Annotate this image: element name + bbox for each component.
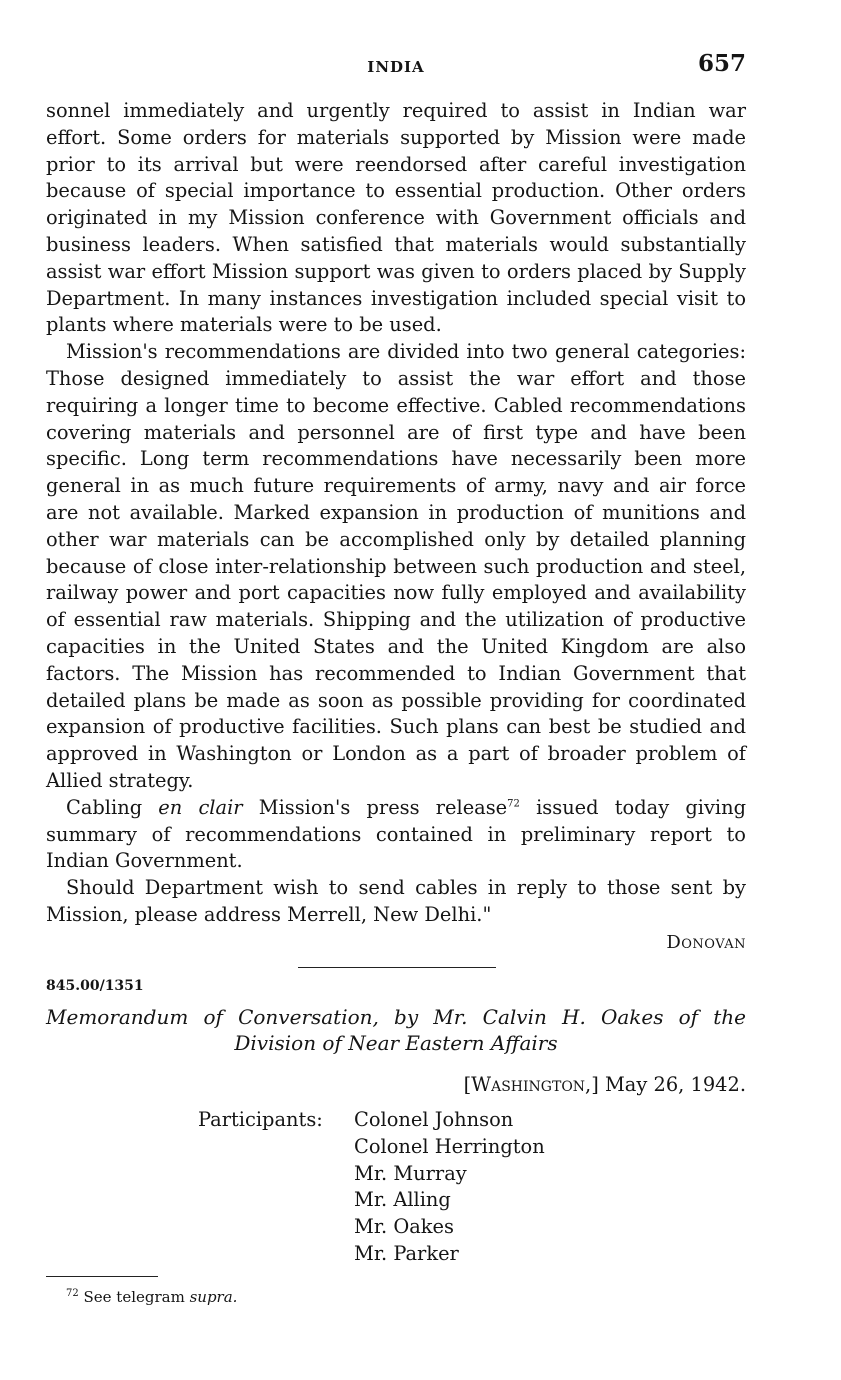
participant-name: Mr. Alling [354,1188,451,1212]
running-title: INDIA [367,58,425,76]
footnote-italic: supra. [189,1288,238,1306]
running-head [46,50,746,80]
footnote-number: 72 [66,1288,79,1299]
telegram-body [46,98,746,929]
footnote-reference: 72 [507,798,520,810]
footnote-rule [46,1276,158,1277]
signature: Donovan [666,932,746,953]
paragraph-1: sonnel immediately and urgently required to assist in Indian war effort. Some orders for materials supported by Mission were made prior to its arrival but were reendorsed after careful investigation because of special importance to essential production. Other orders originated in my Mission conference with Government officials and business leaders. When satisfied that materials would substantially assist war effort Mission support was given to orders placed by Supply Department. In many instances investigation included special visit to plants where materials were to be used. [46,99,746,337]
participant-name: Mr. Oakes [354,1215,454,1239]
participants-list [354,1107,545,1268]
dateline-open-bracket: [ [463,1073,472,1096]
footnote-text: See telegram [78,1288,190,1306]
footnote [66,1288,237,1306]
memo-title-line-1: Memorandum of Conversation, by Mr. Calvin H. Oakes of the [46,1005,746,1029]
page-number: 657 [697,50,746,77]
memo-title-line-2: Division of Near Eastern Affairs [234,1031,558,1055]
memo-title [46,1004,746,1056]
dateline-place: Washington [471,1073,586,1096]
participant-name: Mr. Murray [354,1161,467,1185]
en-clair-italic: en clair [158,795,243,819]
paragraph-2: Mission's recommendations are divided into two general categories: Those designed immediately to assist the war effort and those requiring a longer time to become effective. Cabled recommendations covering materials and personnel are of first type and have been specific. Long term recommendations have necessarily been more general in as much future requirements of army, navy and air force are not available. Marked expansion in production of munitions and other war materials can be accomplished only by detailed planning because of close inter-relationship between such production and steel, railway power and port capacities now fully employed and availability of essential raw materials. Shipping and the utilization of productive capacities in the United States and the United Kingdom are also factors. The Mission has recommended to Indian Government that detailed plans be made as soon as possible providing for coordinated expansion of productive facilities. Such plans can best be studied and approved in Washington or London as a part of broader problem of Allied strategy. [46,340,746,792]
file-number: 845.00/1351 [46,978,144,994]
participants-label: Participants: [198,1108,323,1131]
paragraph-3 [46,795,746,875]
participant-name: Colonel Herrington [354,1134,545,1158]
paragraph-3-end: issued today giving summary of recommendations contained in preliminary report to Indian Government. [46,795,746,873]
dateline [464,1073,746,1096]
dateline-close: ,] [585,1073,599,1096]
paragraph-3-mid: Mission's press release [242,795,508,819]
paragraph-3-start: Cabling [66,795,159,819]
section-divider [298,967,496,968]
participant-name: Colonel Johnson [354,1108,514,1131]
dateline-date: May 26, 1942. [598,1073,746,1096]
paragraph-4: Should Department wish to send cables in reply to those sent by Mission, please address Merrell, New Delhi." [46,876,746,926]
participant-name: Mr. Parker [354,1241,459,1265]
